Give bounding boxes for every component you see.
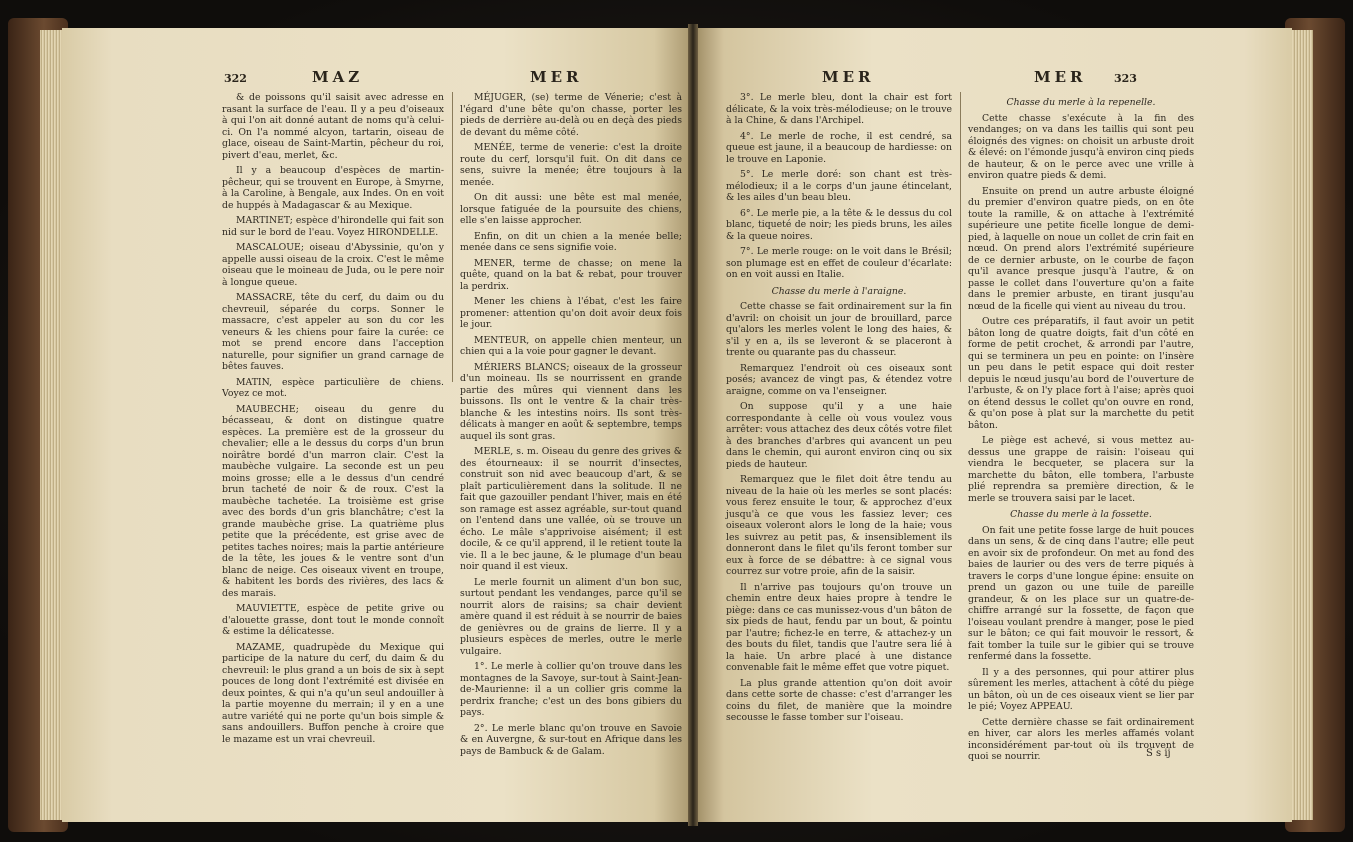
dictionary-entry: 6°. Le merle pie, a la tête & le dessus du col blanc, tiqueté de noir; les pieds bruns, les ailes & la queue noires. <box>726 207 952 242</box>
left-page-column-2 <box>460 92 682 761</box>
book-gutter <box>688 24 698 826</box>
left-header-word: MAZ <box>312 68 364 86</box>
dictionary-entry: 4°. Le merle de roche, il est cendré, sa queue est jaune, il a beaucoup de hardiesse: on le trouve en Laponie. <box>726 130 952 165</box>
right-page-number: 323 <box>1114 72 1137 85</box>
dictionary-entry: Ensuite on prend un autre arbuste éloigné du premier d'environ quatre pieds, on en ôte toute la ramille, & on attache à l'extrémité supérieure une petite ficelle longue de demi-pied, à laquelle on noue un collet de crin fait en nœud. On prend alors l'extrémité supérieure de ce dernier arbuste, on le courbe de façon qu'il avance presque jusqu'à l'autre, & on passe le collet dans l'ouverture qu'on a faite dans le premier arbuste, en tirant jusqu'au nœud de la ficelle qui vient au niveau du trou. <box>968 185 1194 312</box>
dictionary-entry: 5°. Le merle doré: son chant est très-mélodieux; il a le corps d'un jaune étincelant, & les ailes d'un beau bleu. <box>726 169 952 203</box>
dictionary-entry: Cette chasse se fait ordinairement sur la fin d'avril: on choisit un jour de brouillard, parce qu'alors les merles volent le long des haies, & s'il y en a, ils se leveront & se placeront à trente ou quarante pas du chasseur. <box>726 301 952 358</box>
dictionary-entry: MERLE, s. m. Oiseau du genre des grives & des étourneaux: il se nourrit d'insectes, construit son nid avec beaucoup d'art, & se plaît particulièrement dans la solitude. Il ne fait que gazouiller pendant l'hiver, mais en été son ramage est assez agréable, sur-tout quand on l'entend dans une vallée, où se trouve un écho. Le mâle s'apprivoise aisément; il est docile, & ce qu'il apprend, il le retient toute la vie. Il a le bec jaune, & le plumage d'un beau noir quand il est vieux. <box>460 446 682 572</box>
dictionary-entry: Mener les chiens à l'ébat, c'est les faire promener: attention qu'on doit avoir deux fois le jour. <box>460 296 682 330</box>
right-page-column-2 <box>968 92 1194 767</box>
dictionary-entry: La plus grande attention qu'on doit avoir dans cette sorte de chasse: c'est d'arranger les coins du filet, de manière que la moindre secousse le fasse tomber sur l'oiseau. <box>726 677 952 723</box>
left-page-column-1 <box>222 92 444 749</box>
dictionary-entry: Remarquez l'endroit où ces oiseaux sont posés; avancez de vingt pas, & étendez votre araigne, comme on va l'enseigner. <box>726 362 952 397</box>
right-header-word: MER <box>530 68 583 86</box>
dictionary-entry: MÉJUGER, (se) terme de Vénerie; c'est à l'égard d'une bête qu'on chasse, porter les pieds de derrière au-delà ou en deçà des pieds de devant du même côté. <box>460 92 682 138</box>
section-subheading: Chasse du merle à la repenelle. <box>1006 97 1156 108</box>
section-subheading: Chasse du merle à la fossette. <box>1010 509 1152 520</box>
dictionary-entry: MENER, terme de chasse; on mene la quête, quand on la bat & rebat, pour trouver la perdrix. <box>460 257 682 292</box>
dictionary-entry: 7°. Le merle rouge: on le voit dans le Brésil; son plumage est en effet de couleur d'écarlate: on en voit aussi en Italie. <box>726 246 952 280</box>
right-page-column-1 <box>726 92 952 728</box>
right-page-header <box>694 68 1292 90</box>
dictionary-entry: Il y a des personnes, qui pour attirer plus sûrement les merles, attachent à côté du piège un bâton, où un de ces oiseaux vient se lier par le pié; Voyez APPEAU. <box>968 666 1194 712</box>
dictionary-entry: MASSACRE, tête du cerf, du daim ou du chevreuil, séparée du corps. Sonner le massacre, c'est appeler au son du cor les veneurs & les chiens pour faire la curée: ce mot se prend encore dans l'acception naturelle, pour signifier un grand carnage de bêtes fauves. <box>222 292 444 372</box>
dictionary-entry: & de poissons qu'il saisit avec adresse en rasant la surface de l'eau. Il y a peu d'oiseaux à qui l'on ait donné autant de noms qu'à celui-ci. On l'a nommé alcyon, tartarin, oiseau de glace, oiseau de Saint-Martin, pêcheur du roi, pivert d'eau, merlet, &c. <box>222 92 444 161</box>
dictionary-entry: 1°. Le merle à collier qu'on trouve dans les montagnes de la Savoye, sur-tout à Saint-Jean-de-Maurienne: il a un collier gris comme la perdrix franche; c'est un des bons gibiers du pays. <box>460 661 682 718</box>
dictionary-entry: Enfin, on dit un chien a la menée belle; menée dans ce sens signifie voie. <box>460 230 682 253</box>
dictionary-entry: MAUVIETTE, espèce de petite grive ou d'alouette grasse, dont tout le monde connoît & estime la délicatesse. <box>222 603 444 637</box>
dictionary-entry: Cette chasse s'exécute à la fin des vendanges; on va dans les taillis qui sont peu éloignés des vignes: on choisit un arbuste droit & élevé: on l'émonde jusqu'à environ cinq pieds de hauteur, & on le perce avec une vrille à environ quatre pieds & demi. <box>968 112 1194 181</box>
dictionary-entry: 3°. Le merle bleu, dont la chair est fort délicate, & la voix très-mélodieuse; on le trouve à la Chine, & dans l'Archipel. <box>726 92 952 126</box>
dictionary-entry: Il y a beaucoup d'espèces de martin-pêcheur, qui se trouvent en Europe, à Smyrne, à la Caroline, à Bengale, aux Indes. On en voit de huppés à Madagascar & au Mexique. <box>222 165 444 211</box>
dictionary-entry: Cette dernière chasse se fait ordinairement en hiver, car alors les merles affamés volant inconsidérément par-tout où ils trouvent de quoi se nourrir. <box>968 716 1194 762</box>
dictionary-entry: MAZAME, quadrupède du Mexique qui participe de la nature du cerf, du daim & du chevreuil: le plus grand a un bois de six à sept pouces de long dont l'extrémité est divisée en deux pointes, & qui n'a qu'un seul andouiller à la partie moyenne du merrain; il y en a une autre variété qui ne porte qu'un bois simple & sans andouillers. Buffon penche à croire que le mazame est un vrai chevreuil. <box>222 641 444 745</box>
dictionary-entry: Le piège est achevé, si vous mettez au-dessus une grappe de raisin: l'oiseau qui viendra le becqueter, se placera sur la marchette du bâton, elle tombera, l'arbuste plié reprendra sa première direction, & le merle se trouvera saisi par le lacet. <box>968 435 1194 504</box>
dictionary-entry: MENTEUR, on appelle chien menteur, un chien qui a la voie pour gagner le devant. <box>460 334 682 357</box>
dictionary-entry: MENÉE, terme de venerie: c'est la droite route du cerf, lorsqu'il fuit. On dit dans ce sens, suivre la menée; être toujours à la menée. <box>460 142 682 188</box>
column-rule <box>452 92 453 382</box>
dictionary-entry: MAUBECHE; oiseau du genre du bécasseau, & dont on distingue quatre espèces. La première est de la grosseur du chevalier; elle a le dessus du corps d'un brun noirâtre bordé d'un marron clair. C'est la maubèche vulgaire. La seconde est un peu moins grosse; elle a le dessus d'un cendré brun tacheté de noir & de roux. C'est la maubèche tachetée. La troisième est grise avec des bords d'un gris blanchâtre; c'est la grande maubèche grise. La quatrième plus petite que la précédente, est grise avec de petites taches noires; mais la partie antérieure de la tête, les joues & le ventre sont d'un blanc de neige. Ces oiseaux vivent en troupe, & habitent les bords des rivières, des lacs & des marais. <box>222 403 444 599</box>
dictionary-entry: MÉRIERS BLANCS; oiseaux de la grosseur d'un moineau. Ils se nourrissent en grande partie des mûres qui viennent dans les buissons. Ils ont le ventre & la chair très-blanche & les intestins noirs. Ils sont très-délicats à manger en août & septembre, temps auquel ils sont gras. <box>460 361 682 442</box>
dictionary-entry: On fait une petite fosse large de huit pouces dans un sens, & de cinq dans l'autre; elle peut en avoir six de profondeur. On met au fond des baies de laurier ou des vers de terre piqués à travers le corps d'une longue épine: ensuite on prend un gazon ou une tuile de pareille grandeur, & on les place sur un quatre-de-chiffre arrangé sur la fossette, de façon que l'oiseau voulant prendre à manger, pose le pied sur le bâton; ce qui fait mouvoir le ressort, & fait tomber la tuile sur le gibier qui se trouve renfermé dans la fossette. <box>968 524 1194 662</box>
right-page <box>694 28 1292 822</box>
dictionary-entry: On dit aussi: une bête est mal menée, lorsque fatiguée de la poursuite des chiens, elle s'en laisse approcher. <box>460 192 682 226</box>
signature-mark: S s ij <box>1146 748 1171 759</box>
dictionary-entry: MASCALOUE; oiseau d'Abyssinie, qu'on y appelle aussi oiseau de la croix. C'est le même oiseau que le moineau de Juda, ou le pere noir à longue queue. <box>222 242 444 288</box>
dictionary-entry: Remarquez que le filet doit être tendu au niveau de la haie où les merles se sont placés: vous ferez ensuite le tour, & approchez d'eux jusqu'à ce que vous les fassiez lever; ces oiseaux voleront alors le long de la haie; vous les suivrez au petit pas, & insensiblement ils donneront dans le filet qu'ils feront tomber sur eux à force de se débattre: à ce signal vous courrez sur votre proie, afin de la saisir. <box>726 474 952 577</box>
dictionary-entry: Il n'arrive pas toujours qu'on trouve un chemin entre deux haies propre à tendre le piège: dans ce cas munissez-vous d'un bâton de six pieds de haut, fendu par un bout, & pointu par l'autre; fichez-le en terre, & attachez-y un des bouts du filet, tandis que l'autre sera lié à la haie. Un arbre placé à une distance convenable fait le même effet que votre piquet. <box>726 581 952 673</box>
left-page <box>62 28 692 822</box>
dictionary-entry: On suppose qu'il y a une haie correspondante à celle où vous voulez vous arrêter: vous attachez des deux côtés votre filet à des branches d'arbres qui avancent un peu dans le chemin, qui auront environ cinq ou six pieds de hauteur. <box>726 401 952 470</box>
dictionary-entry: 2°. Le merle blanc qu'on trouve en Savoie & en Auvergne, & sur-tout en Afrique dans les pays de Bambuck & de Galam. <box>460 722 682 757</box>
left-page-header <box>62 68 692 90</box>
section-subheading: Chasse du merle à l'araigne. <box>771 285 907 297</box>
dictionary-entry: Le merle fournit un aliment d'un bon suc, surtout pendant les vendanges, parce qu'il se nourrit alors de raisins; sa chair devient amère quand il est réduit à se nourrir de baies de genièvres ou de grains de lierre. Il y a plusieurs espèces de merles, outre le merle vulgaire. <box>460 576 682 657</box>
left-header-word: MER <box>822 68 875 86</box>
left-page-number: 322 <box>224 72 247 85</box>
right-header-word: MER <box>1034 68 1087 86</box>
column-rule <box>960 92 961 382</box>
dictionary-entry: Outre ces préparatifs, il faut avoir un petit bâton long de quatre doigts, fait d'un côté en forme de petit crochet, & arrondi par l'autre, qui se terminera un peu en pointe: on l'insère un peu dans le petit espace qui doit rester depuis le nœud jusqu'au bord de l'ouverture de l'arbuste, & on l'y place fort à l'aise; après quoi on étend dessus le collet qu'on ouvre en rond, & qu'on pose à plat sur la marchette du petit bâton. <box>968 316 1194 431</box>
dictionary-entry: MATIN, espèce particulière de chiens. Voyez ce mot. <box>222 376 444 399</box>
dictionary-entry: MARTINET; espèce d'hirondelle qui fait son nid sur le bord de l'eau. Voyez HIRONDELLE. <box>222 215 444 238</box>
